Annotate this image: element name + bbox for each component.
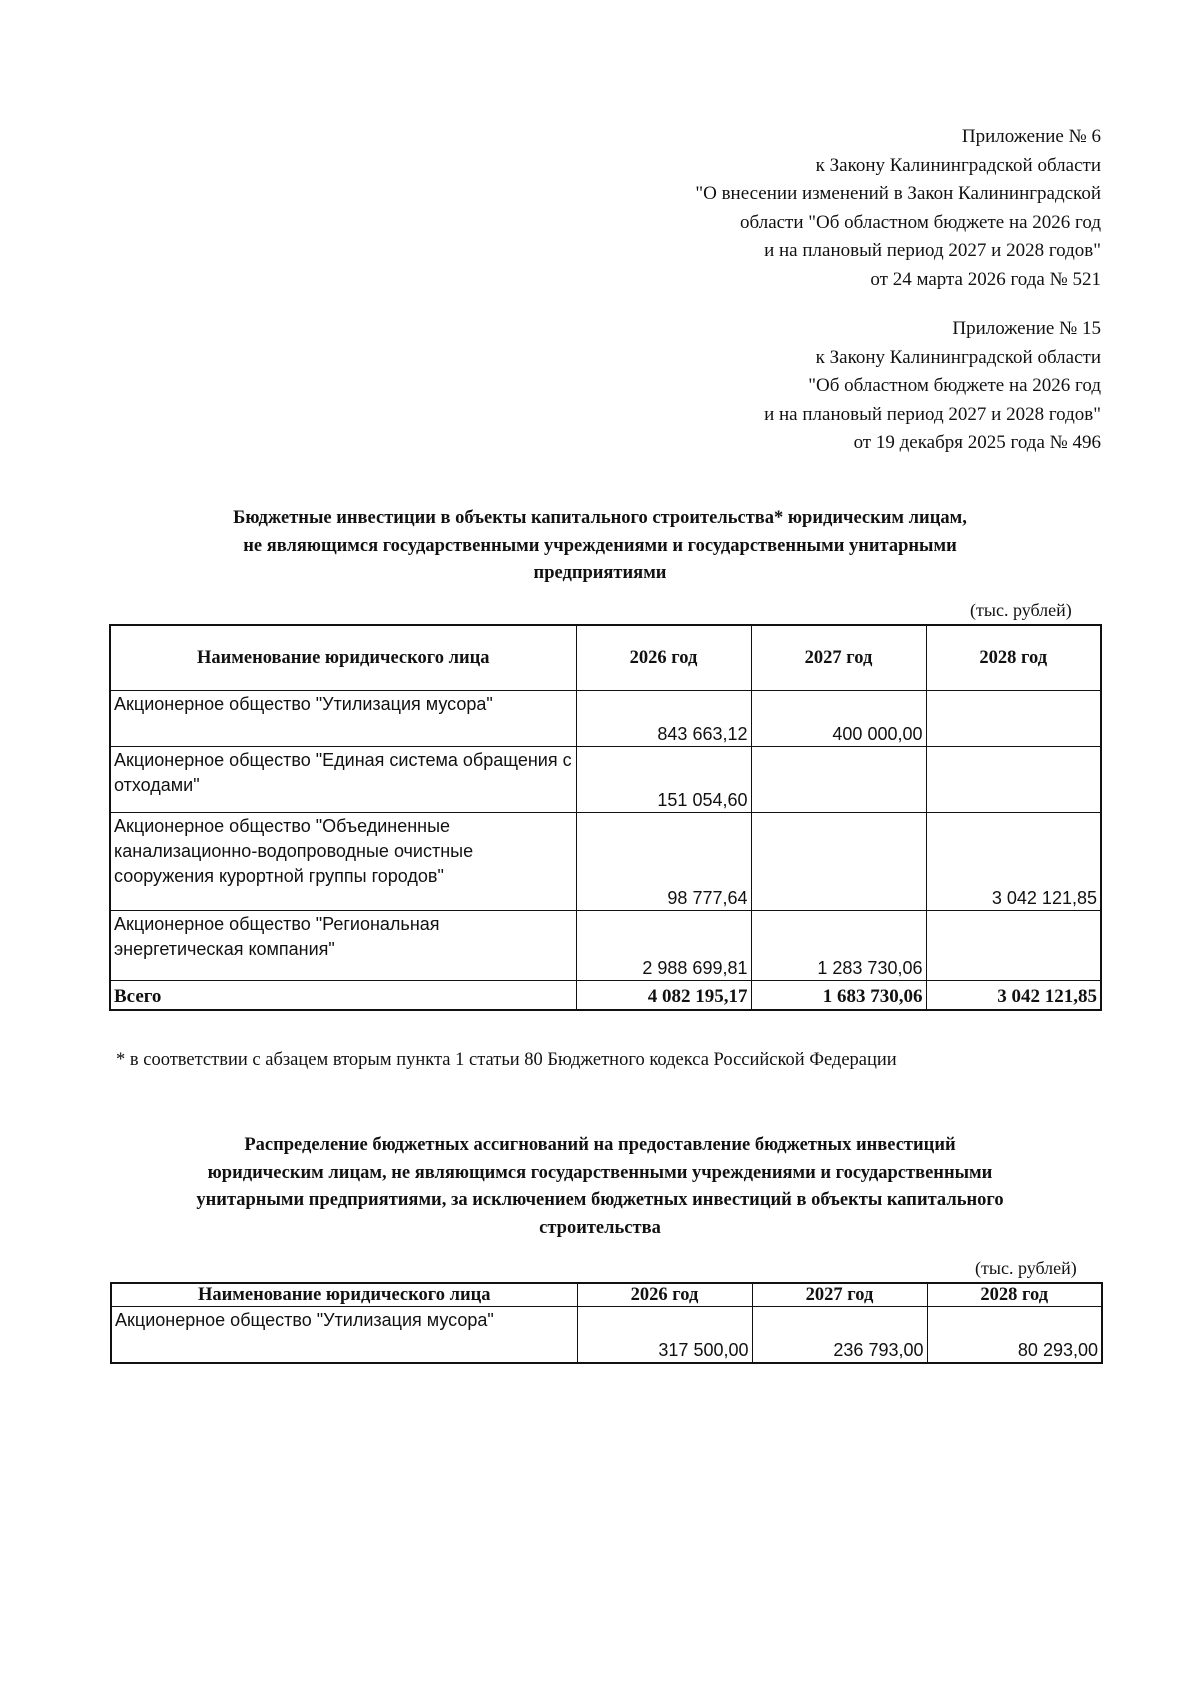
title-line: Распределение бюджетных ассигнований на предоставление бюджетных инвестиций: [244, 1135, 956, 1155]
value-2027-cell: 1 283 730,06: [751, 911, 926, 981]
section1-title: [100, 505, 1100, 588]
title-line: Бюджетные инвестиции в объекты капитального строительства* юридическим лицам,: [233, 508, 967, 528]
total-row: [110, 981, 1101, 1011]
value-2026-cell: 843 663,12: [576, 691, 751, 747]
value-2028-cell: [926, 691, 1101, 747]
table-header-row: [110, 625, 1101, 691]
header-line: Приложение № 6: [961, 126, 1101, 147]
table-row: [110, 747, 1101, 813]
value-2027-cell: [751, 747, 926, 813]
appendix-15-header: [764, 315, 1101, 458]
title-line: юридическим лицам, не являющимся государственными учреждениями и государственными: [207, 1162, 993, 1183]
header-line: и на плановый период 2027 и 2028 годов": [764, 403, 1101, 425]
header-line: к Закону Калининградской области: [815, 154, 1101, 176]
table-header-row: [111, 1283, 1102, 1307]
value-2026-cell: 151 054,60: [576, 747, 751, 813]
header-line: к Закону Калининградской области: [815, 346, 1101, 368]
value-2027-cell: 236 793,00: [752, 1307, 927, 1363]
header-line: области "Об областном бюджете на 2026 год: [740, 211, 1101, 233]
value-2026-cell: 317 500,00: [577, 1307, 752, 1363]
header-line: от 19 декабря 2025 года № 496: [853, 432, 1101, 453]
header-line: и на плановый период 2027 и 2028 годов": [764, 240, 1101, 261]
header-line: Приложение № 15: [952, 318, 1101, 339]
header-line: "О внесении изменений в Закон Калининградской: [695, 183, 1101, 204]
column-header: Наименование юридического лица: [111, 1283, 577, 1307]
entity-name-cell: Акционерное общество "Объединенные канализационно-водопроводные очистные сооружения курортной группы городов": [110, 813, 576, 911]
appendix-6-header: [695, 123, 1101, 294]
table-row: [111, 1307, 1102, 1363]
value-2027-cell: [751, 813, 926, 911]
table-row: [110, 813, 1101, 911]
value-2028-cell: [926, 911, 1101, 981]
capital-investments-table: [109, 624, 1102, 1011]
units-label: (тыс. рублей): [975, 1258, 1077, 1278]
column-header: 2028 год: [927, 1283, 1102, 1307]
column-header: 2026 год: [577, 1283, 752, 1307]
budget-allocations-table: [110, 1282, 1103, 1364]
total-2027-cell: 1 683 730,06: [751, 981, 926, 1011]
entity-name-cell: Акционерное общество "Единая система обращения с отходами": [110, 747, 576, 813]
column-header: 2027 год: [751, 625, 926, 691]
entity-name-cell: Акционерное общество "Утилизация мусора": [110, 691, 576, 747]
header-line: от 24 марта 2026 года № 521: [870, 268, 1101, 290]
value-2028-cell: [926, 747, 1101, 813]
title-line: строительства: [539, 1217, 661, 1238]
column-header: 2028 год: [926, 625, 1101, 691]
value-2026-cell: 98 777,64: [576, 813, 751, 911]
title-line: унитарными предприятиями, за исключением бюджетных инвестиций в объекты капитального: [196, 1190, 1004, 1210]
footnote: * в соответствии с абзацем вторым пункта 1 статьи 80 Бюджетного кодекса Российской Федерации: [116, 1050, 897, 1070]
value-2026-cell: 2 988 699,81: [576, 911, 751, 981]
total-label: Всего: [110, 981, 576, 1011]
value-2028-cell: 3 042 121,85: [926, 813, 1101, 911]
title-line: не являющимся государственными учреждениями и государственными унитарными: [243, 535, 957, 556]
header-line: "Об областном бюджете на 2026 год: [808, 375, 1101, 396]
value-2028-cell: 80 293,00: [927, 1307, 1102, 1363]
table-row: [110, 691, 1101, 747]
entity-name-cell: Акционерное общество "Региональная энергетическая компания": [110, 911, 576, 981]
total-2026-cell: 4 082 195,17: [576, 981, 751, 1011]
units-label: (тыс. рублей): [970, 600, 1072, 620]
column-header: 2027 год: [752, 1283, 927, 1307]
title-line: предприятиями: [533, 563, 667, 583]
value-2027-cell: 400 000,00: [751, 691, 926, 747]
entity-name-cell: Акционерное общество "Утилизация мусора": [111, 1307, 577, 1363]
column-header: Наименование юридического лица: [110, 625, 576, 691]
table-row: [110, 911, 1101, 981]
section2-title: [100, 1132, 1100, 1242]
total-2028-cell: 3 042 121,85: [926, 981, 1101, 1011]
column-header: 2026 год: [576, 625, 751, 691]
